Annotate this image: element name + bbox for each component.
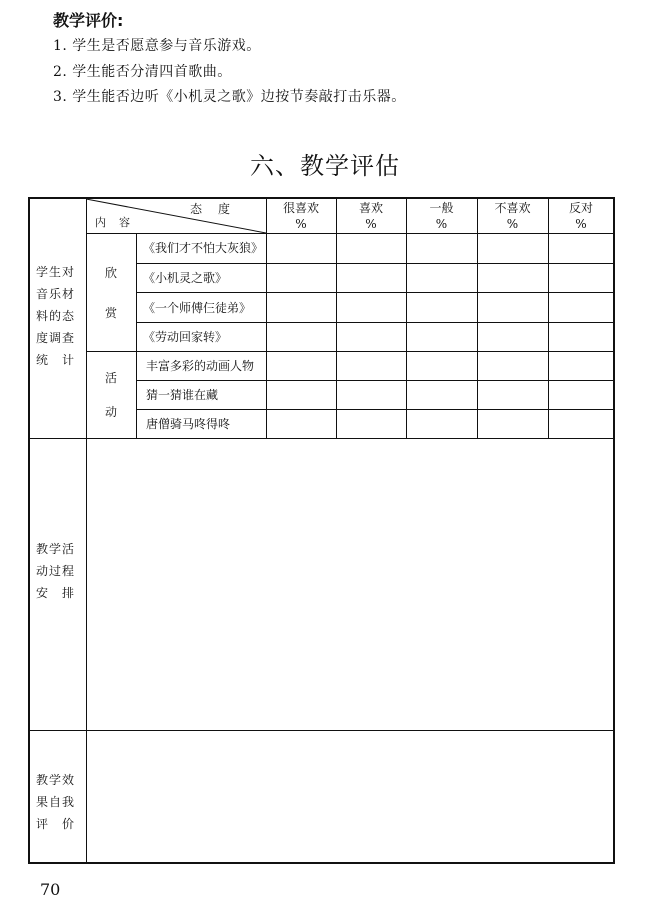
- divider: [86, 351, 614, 352]
- group-label-appreciation: 赏: [105, 306, 118, 320]
- corner-content-label: 内 容: [95, 216, 131, 229]
- section-title: 六、教学评估: [250, 152, 400, 180]
- column-header-neutral: 一般 %: [429, 201, 454, 231]
- row-item: 《劳动回家转》: [143, 330, 228, 344]
- row-item: 《小机灵之歌》: [143, 271, 228, 285]
- table-border-left: [28, 197, 30, 864]
- row-item: 丰富多彩的动画人物: [146, 359, 255, 373]
- column-header-very-like: 很喜欢 %: [282, 201, 319, 231]
- self-eval-content-cell[interactable]: [87, 731, 613, 862]
- process-section-label: 教学活 动过程 安 排: [36, 542, 76, 600]
- column-header-oppose: 反对 %: [568, 201, 593, 231]
- corner-attitude-label: 态 度: [190, 202, 233, 216]
- divider: [136, 380, 614, 381]
- group-label-activity: 活: [105, 371, 118, 385]
- column-header-dislike: 不喜欢 %: [494, 201, 531, 231]
- group-label-activity: 动: [105, 405, 118, 419]
- survey-section-label: 学生对 音乐材 料的态 度调查 统 计: [36, 265, 76, 367]
- column-header-like: 喜欢 %: [358, 201, 383, 231]
- row-item: 《一个师傅仨徒弟》: [143, 301, 252, 315]
- page-number: 70: [40, 880, 61, 899]
- evaluation-item: 1. 学生是否愿意参与音乐游戏。: [53, 38, 261, 54]
- divider: [136, 322, 614, 323]
- row-item: 猜一猜谁在藏: [146, 388, 219, 402]
- row-item: 唐僧骑马咚得咚: [146, 417, 231, 431]
- table-border-bottom: [28, 862, 615, 864]
- evaluation-heading: 教学评价:: [53, 11, 124, 30]
- divider: [136, 409, 614, 410]
- table-border-right: [613, 197, 615, 864]
- group-label-appreciation: 欣: [105, 266, 118, 280]
- self-eval-section-label: 教学效 果自我 评 价: [36, 773, 76, 831]
- process-content-cell[interactable]: [87, 439, 613, 730]
- evaluation-item: 3. 学生能否边听《小机灵之歌》边按节奏敲打击乐器。: [53, 89, 406, 105]
- divider: [136, 263, 614, 264]
- divider: [136, 292, 614, 293]
- evaluation-item: 2. 学生能否分清四首歌曲。: [53, 64, 232, 80]
- row-item: 《我们才不怕大灰狼》: [143, 241, 264, 255]
